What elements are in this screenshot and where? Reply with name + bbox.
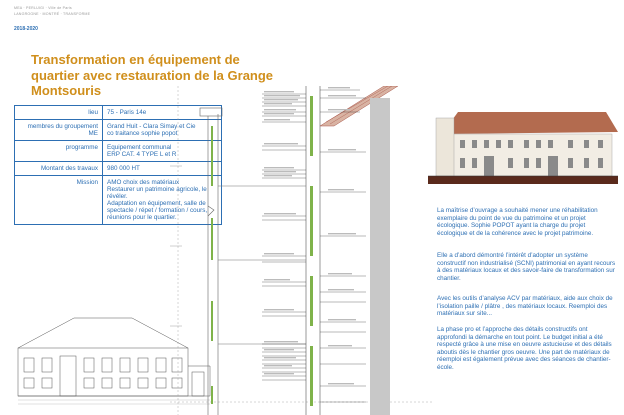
wall-section-drawing: [170, 86, 432, 415]
header-line-2: LANGROGNE · MONTRÉ · TRANSFORME: [14, 12, 91, 16]
header-line-1: MEA · PERLUIGI · Ville de Paris: [14, 6, 72, 10]
info-value: 980 000 HT: [103, 162, 222, 176]
info-label: membres du groupement ME: [15, 120, 103, 141]
project-year: 2018-2020: [14, 26, 38, 32]
info-label: Montant des travaux: [15, 162, 103, 176]
info-value: Grand Huit - Clara Simay et Cie co traitance sophie popot: [103, 120, 222, 141]
info-label: programme: [15, 141, 103, 162]
info-value: AMO choix des matériaux Restaurer un patrimoine agricole, le révéler. Adaptation en équipement, salle de spectacle / répet / formation / cours, réunions pour le quartier.: [103, 176, 222, 225]
paragraph-4: La phase pro et l’approche des détails constructifs ont approfondi la démarche en tout point. Le budget initial a été respecté grâce à une mise en oeuvre astucieuse et des détails aboutis dès le chantier gros oeuvre. Une part de matériaux de réemploi est également prévue avec des séances de chantier-école.: [437, 326, 612, 371]
page-title: Transformation en équipement de quartier avec restauration de la Grange Montsouris: [31, 52, 274, 98]
info-label: lieu: [15, 106, 103, 120]
info-label: Mission: [15, 176, 103, 225]
info-value: Equipement communal ERP CAT. 4 TYPE L et R: [103, 141, 222, 162]
barn-elevation-drawing: [428, 106, 618, 194]
paragraph-3: Avec les outils d’analyse ACV par matériaux, aide aux choix de l’isolation paille / plâtre , des matériaux locaux. Reemploi des matériaux sur site...: [437, 295, 613, 318]
info-value: 75 - Paris 14e: [103, 106, 222, 120]
paragraph-2: Elle a d’abord démontré l’intérêt d’adopter un système constructif non industrialisé (SCNI) patrimonial en ayant recours à des matériaux locaux et des savoir-faire de transformation sur chantier.: [437, 252, 616, 282]
paragraph-1: La maîtrise d’ouvrage a souhaité mener une réhabilitation exemplaire du point de vue du patrimoine et un projet écologique. Sophie POPOT ayant la charge du projet écologique et de la cohérence avec le projet patrimoine.: [437, 207, 598, 237]
